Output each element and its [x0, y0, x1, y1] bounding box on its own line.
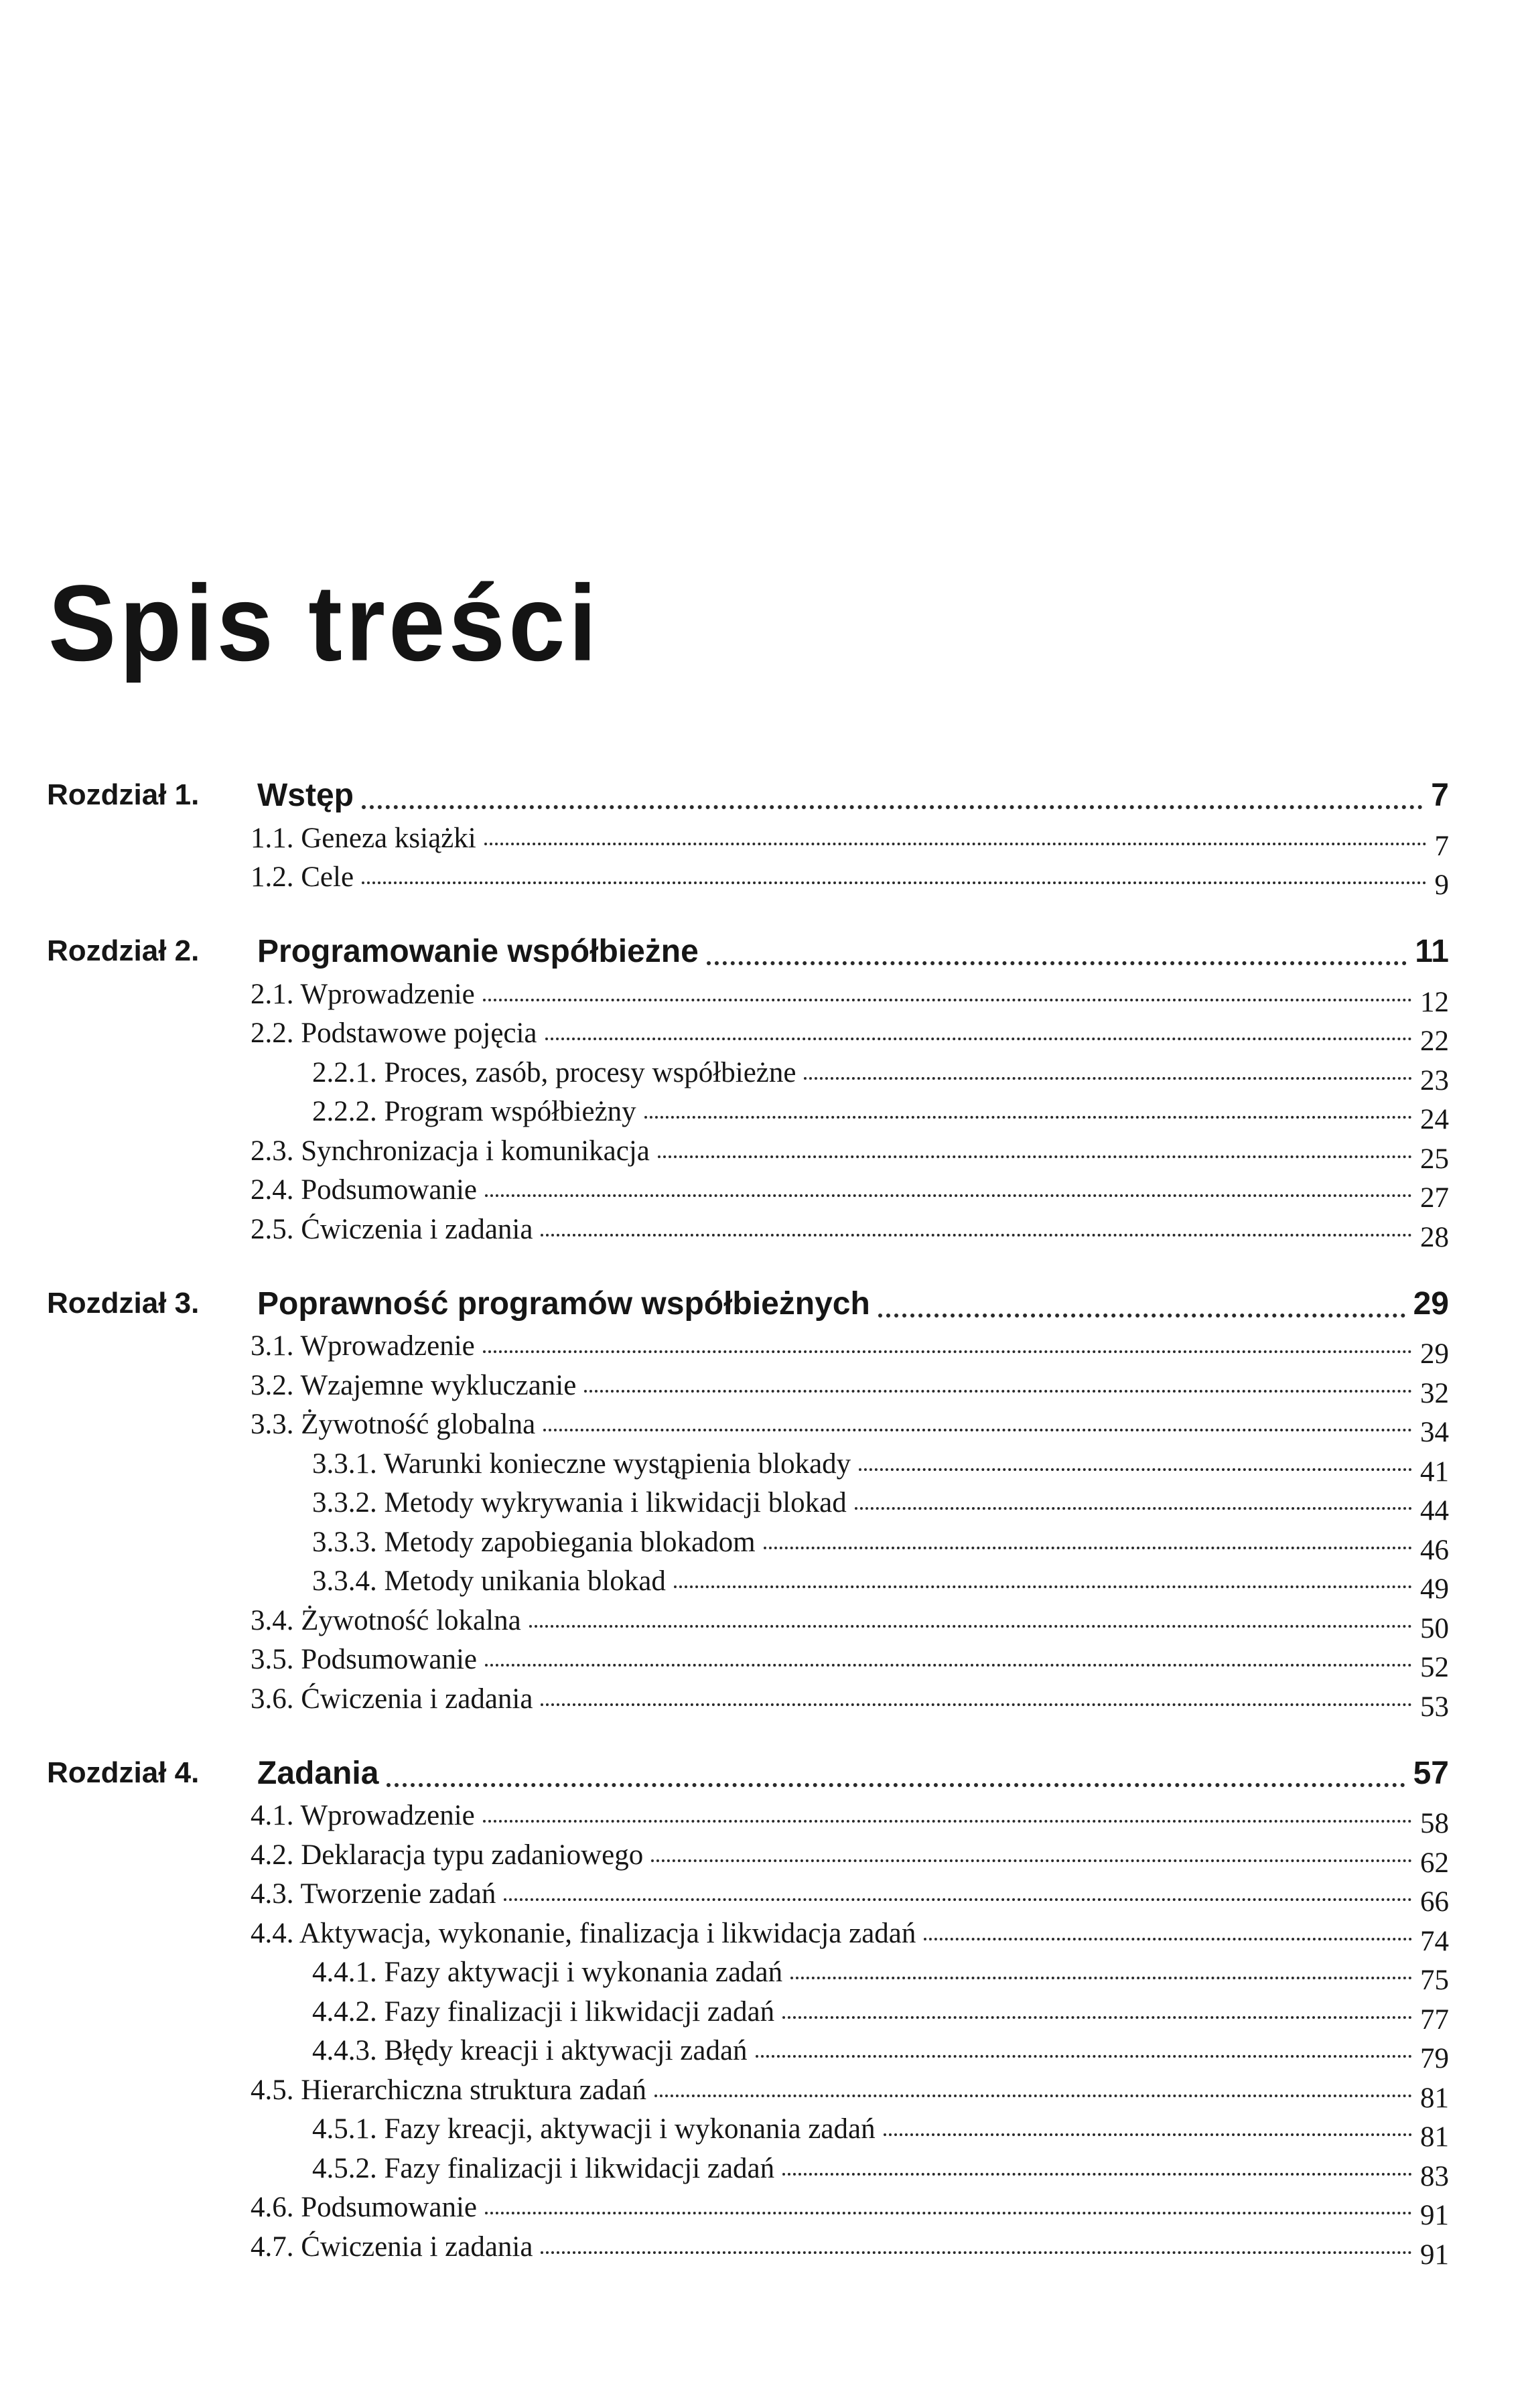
toc-entry — [251, 1369, 1449, 1409]
toc-entry — [312, 1096, 1449, 1135]
dot-leader — [485, 1664, 1412, 1667]
toc-chapter-heading[interactable] — [0, 770, 1530, 816]
entry-title: 4.4. Aktywacja, wykonanie, finalizacja i likwidacja zadań — [251, 1917, 916, 1949]
entry-page-number: 79 — [1420, 2043, 1449, 2074]
toc-section-row[interactable] — [0, 2186, 1530, 2231]
toc-entry — [312, 2035, 1449, 2074]
chapter-title: Programowanie współbieżne — [257, 934, 699, 969]
dot-leader — [541, 1234, 1412, 1236]
dot-leader — [782, 2016, 1412, 2019]
chapter-label: Rozdział 4. — [47, 1756, 200, 1789]
entry-page-number: 58 — [1420, 1808, 1449, 1839]
entry-title: 1.1. Geneza książki — [251, 822, 476, 854]
toc-section-row[interactable] — [0, 1168, 1530, 1214]
entry-page-number: 41 — [1420, 1456, 1449, 1488]
entry-title: 2.3. Synchronizacja i komunikacja — [251, 1135, 650, 1167]
entry-title: 2.2.1. Proces, zasób, procesy współbieżne — [312, 1056, 796, 1088]
toc-entry — [251, 1135, 1449, 1175]
entry-title: 4.5.2. Fazy finalizacji i likwidacji zadań — [312, 2152, 775, 2184]
toc-entry — [312, 2113, 1449, 2153]
entry-title: 4.3. Tworzenie zadań — [251, 1878, 496, 1910]
toc-section-row[interactable] — [0, 2068, 1530, 2114]
toc-section-row[interactable] — [0, 855, 1530, 901]
entry-title: 3.3. Żywotność globalna — [251, 1409, 536, 1440]
chapter-title: Wstęp — [257, 778, 354, 813]
toc-chapter — [0, 926, 1530, 1253]
toc-section-row[interactable] — [0, 972, 1530, 1018]
toc-subsection-row[interactable] — [0, 1520, 1530, 1566]
chapter-entry — [257, 1755, 1449, 1791]
entry-page-number: 32 — [1420, 1377, 1449, 1409]
toc-entry — [251, 1213, 1449, 1253]
entry-title: 2.1. Wprowadzenie — [251, 978, 475, 1010]
toc-subsection-row[interactable] — [0, 1441, 1530, 1488]
chapter-entry — [257, 780, 1449, 812]
toc-subsection-row[interactable] — [0, 2029, 1530, 2074]
toc-entry — [251, 1839, 1449, 1879]
entry-page-number: 74 — [1420, 1925, 1449, 1957]
entry-title: 3.3.2. Metody wykrywania i likwidacji blokad — [312, 1487, 847, 1518]
entry-title: 3.4. Żywotność lokalna — [251, 1604, 521, 1636]
toc-subsection-row[interactable] — [0, 2146, 1530, 2192]
chapter-title: Poprawność programów współbieżnych — [257, 1285, 870, 1322]
toc-entry — [251, 2230, 1449, 2271]
toc-section-row[interactable] — [0, 2224, 1530, 2271]
toc-entry — [251, 1174, 1449, 1214]
entry-page-number: 75 — [1420, 1965, 1449, 1996]
dot-leader — [485, 2212, 1412, 2214]
table-of-contents — [0, 770, 1530, 2296]
toc-section-row[interactable] — [0, 1207, 1530, 1253]
dot-leader — [504, 1898, 1412, 1901]
chapter-page-number: 7 — [1431, 778, 1449, 813]
dot-leader — [543, 1429, 1412, 1431]
entry-page-number: 83 — [1420, 2160, 1449, 2192]
entry-page-number: 9 — [1434, 869, 1449, 901]
toc-entry — [251, 1800, 1449, 1839]
dot-leader — [529, 1625, 1412, 1628]
entry-page-number: 24 — [1420, 1104, 1449, 1135]
dot-leader — [859, 1468, 1412, 1471]
dot-leader — [855, 1507, 1412, 1510]
toc-entry — [312, 1565, 1449, 1605]
entry-page-number: 23 — [1420, 1064, 1449, 1096]
dot-leader — [674, 1585, 1412, 1588]
entry-title: 3.1. Wprowadzenie — [251, 1330, 475, 1362]
toc-entry — [251, 1683, 1449, 1723]
entry-title: 4.7. Ćwiczenia i zadania — [251, 2230, 533, 2263]
entry-title: 3.3.3. Metody zapobiegania blokadom — [312, 1526, 756, 1558]
entry-page-number: 52 — [1420, 1652, 1449, 1683]
dot-leader — [924, 1938, 1412, 1940]
toc-section-row[interactable] — [0, 1598, 1530, 1644]
entry-title: 3.5. Podsumowanie — [251, 1644, 478, 1675]
toc-subsection-row[interactable] — [0, 2107, 1530, 2153]
entry-title: 4.4.2. Fazy finalizacji i likwidacji zadań — [312, 1995, 775, 2028]
entry-page-number: 22 — [1420, 1025, 1449, 1057]
toc-subsection-row[interactable] — [0, 1951, 1530, 1996]
toc-subsection-row[interactable] — [0, 1989, 1530, 2036]
entry-page-number: 27 — [1420, 1182, 1449, 1214]
dot-leader — [654, 2095, 1412, 2097]
dot-leader — [878, 1314, 1405, 1318]
toc-entry — [251, 1644, 1449, 1683]
toc-entry — [251, 1330, 1449, 1370]
chapter-entry — [257, 1285, 1449, 1322]
toc-section-row[interactable] — [0, 1794, 1530, 1839]
toc-section-row[interactable] — [0, 1872, 1530, 1918]
entry-page-number: 46 — [1420, 1534, 1449, 1566]
toc-section-row[interactable] — [0, 1363, 1530, 1409]
dot-leader — [362, 881, 1426, 884]
entry-page-number: 49 — [1420, 1573, 1449, 1605]
entry-page-number: 25 — [1420, 1143, 1449, 1175]
dot-leader — [707, 961, 1407, 965]
dot-leader — [484, 843, 1427, 845]
dot-leader — [387, 1783, 1405, 1787]
toc-entry — [312, 2152, 1449, 2192]
dot-leader — [782, 2173, 1412, 2176]
toc-section-row[interactable] — [0, 1011, 1530, 1057]
toc-section-row[interactable] — [0, 1403, 1530, 1448]
chapter-label: Rozdział 2. — [47, 934, 200, 967]
toc-section-row[interactable] — [0, 1324, 1530, 1370]
entry-title: 4.1. Wprowadzenie — [251, 1800, 475, 1831]
toc-chapter — [0, 1279, 1530, 1723]
dot-leader — [756, 2055, 1412, 2058]
entry-page-number: 81 — [1420, 2121, 1449, 2153]
toc-entry — [251, 1409, 1449, 1448]
chapter-entry — [257, 936, 1449, 968]
toc-entry — [251, 1917, 1449, 1957]
entry-page-number: 62 — [1420, 1847, 1449, 1879]
dot-leader — [658, 1155, 1412, 1158]
chapter-page-number: 57 — [1413, 1755, 1449, 1791]
toc-section-row[interactable] — [0, 1129, 1530, 1175]
dot-leader — [541, 2251, 1412, 2254]
toc-entry — [251, 2074, 1449, 2114]
dot-leader — [545, 1038, 1412, 1040]
entry-page-number: 77 — [1420, 2003, 1449, 2036]
entry-title: 4.5.1. Fazy kreacji, aktywacji i wykonania zadań — [312, 2113, 876, 2145]
entry-title: 4.5. Hierarchiczna struktura zadań — [251, 2074, 646, 2106]
dot-leader — [884, 2133, 1412, 2136]
toc-section-row[interactable] — [0, 1833, 1530, 1879]
toc-section-row[interactable] — [0, 1677, 1530, 1723]
dot-leader — [790, 1977, 1412, 1979]
entry-page-number: 81 — [1420, 2082, 1449, 2114]
toc-entry — [312, 1526, 1449, 1566]
entry-page-number: 34 — [1420, 1417, 1449, 1448]
dot-leader — [485, 1194, 1412, 1197]
toc-section-row[interactable] — [0, 1638, 1530, 1683]
dot-leader — [483, 999, 1412, 1001]
chapter-label: Rozdział 3. — [47, 1286, 200, 1320]
toc-subsection-row[interactable] — [0, 1090, 1530, 1135]
entry-title: 3.3.4. Metody unikania blokad — [312, 1565, 666, 1597]
entry-title: 3.2. Wzajemne wykluczanie — [251, 1369, 577, 1401]
toc-subsection-row[interactable] — [0, 1481, 1530, 1527]
entry-page-number: 53 — [1420, 1691, 1449, 1723]
entry-page-number: 50 — [1420, 1612, 1449, 1644]
entry-title: 4.4.3. Błędy kreacji i aktywacji zadań — [312, 2035, 748, 2066]
entry-page-number: 91 — [1420, 2239, 1449, 2271]
toc-entry — [251, 1604, 1449, 1644]
entry-title: 2.4. Podsumowanie — [251, 1174, 478, 1206]
toc-entry — [312, 1957, 1449, 1996]
entry-title: 1.2. Cele — [251, 861, 354, 893]
entry-page-number: 12 — [1420, 986, 1449, 1018]
entry-title: 4.2. Deklaracja typu zadaniowego — [251, 1839, 644, 1871]
toc-entry — [312, 1995, 1449, 2036]
toc-section-row[interactable] — [0, 816, 1530, 862]
entry-page-number: 7 — [1434, 830, 1449, 862]
toc-chapter-heading[interactable] — [0, 1748, 1530, 1794]
toc-entry — [251, 1017, 1449, 1057]
dot-leader — [483, 1820, 1412, 1823]
toc-entry — [251, 978, 1449, 1018]
dot-leader — [764, 1547, 1412, 1549]
dot-leader — [362, 805, 1423, 809]
toc-subsection-row[interactable] — [0, 1050, 1530, 1096]
dot-leader — [804, 1077, 1412, 1080]
toc-section-row[interactable] — [0, 1911, 1530, 1957]
dot-leader — [541, 1703, 1412, 1706]
entry-title: 2.2. Podstawowe pojęcia — [251, 1017, 537, 1049]
entry-title: 4.4.1. Fazy aktywacji i wykonania zadań — [312, 1957, 783, 1988]
toc-chapter — [0, 1748, 1530, 2271]
dot-leader — [644, 1116, 1412, 1119]
entry-title: 2.2.2. Program współbieżny — [312, 1096, 636, 1127]
entry-page-number: 29 — [1420, 1338, 1449, 1370]
entry-page-number: 91 — [1420, 2200, 1449, 2231]
dot-leader — [483, 1350, 1412, 1353]
toc-entry — [312, 1487, 1449, 1527]
toc-entry — [312, 1447, 1449, 1488]
toc-entry — [251, 822, 1449, 862]
entry-title: 3.6. Ćwiczenia i zadania — [251, 1683, 533, 1715]
chapter-label: Rozdział 1. — [47, 778, 200, 811]
chapter-title: Zadania — [257, 1755, 379, 1791]
entry-page-number: 44 — [1420, 1495, 1449, 1527]
toc-subsection-row[interactable] — [0, 1559, 1530, 1605]
entry-page-number: 28 — [1420, 1221, 1449, 1253]
entry-page-number: 66 — [1420, 1886, 1449, 1918]
toc-chapter — [0, 770, 1530, 901]
dot-leader — [584, 1390, 1412, 1393]
page-title: Spis treści — [48, 563, 600, 684]
entry-title: 3.3.1. Warunki konieczne wystąpienia blokady — [312, 1447, 851, 1480]
entry-title: 2.5. Ćwiczenia i zadania — [251, 1213, 533, 1245]
entry-title: 4.6. Podsumowanie — [251, 2192, 478, 2223]
chapter-page-number: 29 — [1413, 1285, 1449, 1322]
dot-leader — [651, 1859, 1412, 1862]
toc-chapter-heading[interactable] — [0, 926, 1530, 972]
toc-entry — [251, 861, 1449, 901]
chapter-page-number: 11 — [1415, 934, 1449, 969]
toc-entry — [251, 2192, 1449, 2231]
toc-entry — [312, 1056, 1449, 1096]
toc-entry — [251, 1878, 1449, 1918]
toc-chapter-heading[interactable] — [0, 1279, 1530, 1324]
